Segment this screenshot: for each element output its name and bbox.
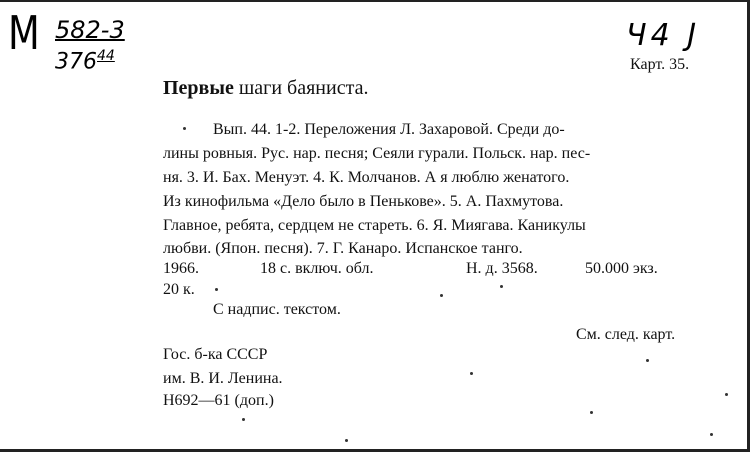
speck bbox=[590, 411, 593, 414]
contents-line-5: Главное, ребята, сердцем не стареть. 6. Я. Миягава. Каникулы bbox=[163, 217, 586, 234]
note: С надпис. текстом. bbox=[213, 301, 341, 318]
speck bbox=[345, 439, 348, 442]
library-line-2: им. В. И. Ленина. bbox=[163, 370, 283, 387]
title-rest: шаги баяниста. bbox=[233, 77, 369, 99]
speck bbox=[725, 393, 728, 396]
speck bbox=[242, 418, 245, 421]
speck bbox=[500, 285, 503, 288]
title-bold-word: Первые bbox=[163, 77, 234, 99]
price: 20 к. bbox=[163, 281, 195, 298]
speck bbox=[183, 127, 186, 130]
publication-year: 1966. bbox=[163, 260, 199, 277]
publication-number: Н. д. 3568. bbox=[466, 260, 538, 277]
contents-line-6: любви. (Япон. песня). 7. Г. Канаро. Испанское танго. bbox=[163, 240, 523, 257]
speck bbox=[440, 294, 443, 297]
handwritten-shelf-letter: М bbox=[8, 6, 39, 60]
contents-line-3: ня. 3. И. Бах. Менуэт. 4. К. Молчанов. А я люблю женатого. bbox=[163, 169, 570, 186]
handwritten-code-top: 582-3 bbox=[55, 16, 125, 44]
library-line-1: Гос. б-ка СССР bbox=[163, 346, 268, 363]
continued-note: См. след. карт. bbox=[576, 326, 676, 343]
card-number: Карт. 35. bbox=[630, 56, 690, 73]
handwritten-code-bottom bbox=[55, 48, 115, 74]
publication-copies: 50.000 экз. bbox=[585, 260, 658, 277]
handwritten-code-bottom-main: 376 bbox=[55, 49, 97, 75]
speck bbox=[646, 359, 649, 362]
handwritten-corner-mark: Ч4 J bbox=[626, 18, 701, 53]
handwritten-code-bottom-sup: 44 bbox=[97, 48, 115, 64]
speck bbox=[215, 288, 218, 291]
book-title bbox=[163, 77, 368, 100]
publication-pages: 18 с. включ. обл. bbox=[260, 260, 374, 277]
contents-line-4: Из кинофильма «Дело было в Пенькове». 5. А. Пахмутова. bbox=[163, 193, 564, 210]
speck bbox=[470, 372, 473, 375]
contents-line-1: Вып. 44. 1-2. Переложения Л. Захаровой. Среди до- bbox=[213, 121, 565, 138]
library-line-3: Н692—61 (доп.) bbox=[163, 392, 274, 409]
speck bbox=[710, 433, 713, 436]
contents-line-2: лины ровныя. Рус. нар. песня; Сеяли гурали. Польск. нар. пес- bbox=[163, 145, 591, 162]
card-top-edge bbox=[0, 0, 750, 2]
